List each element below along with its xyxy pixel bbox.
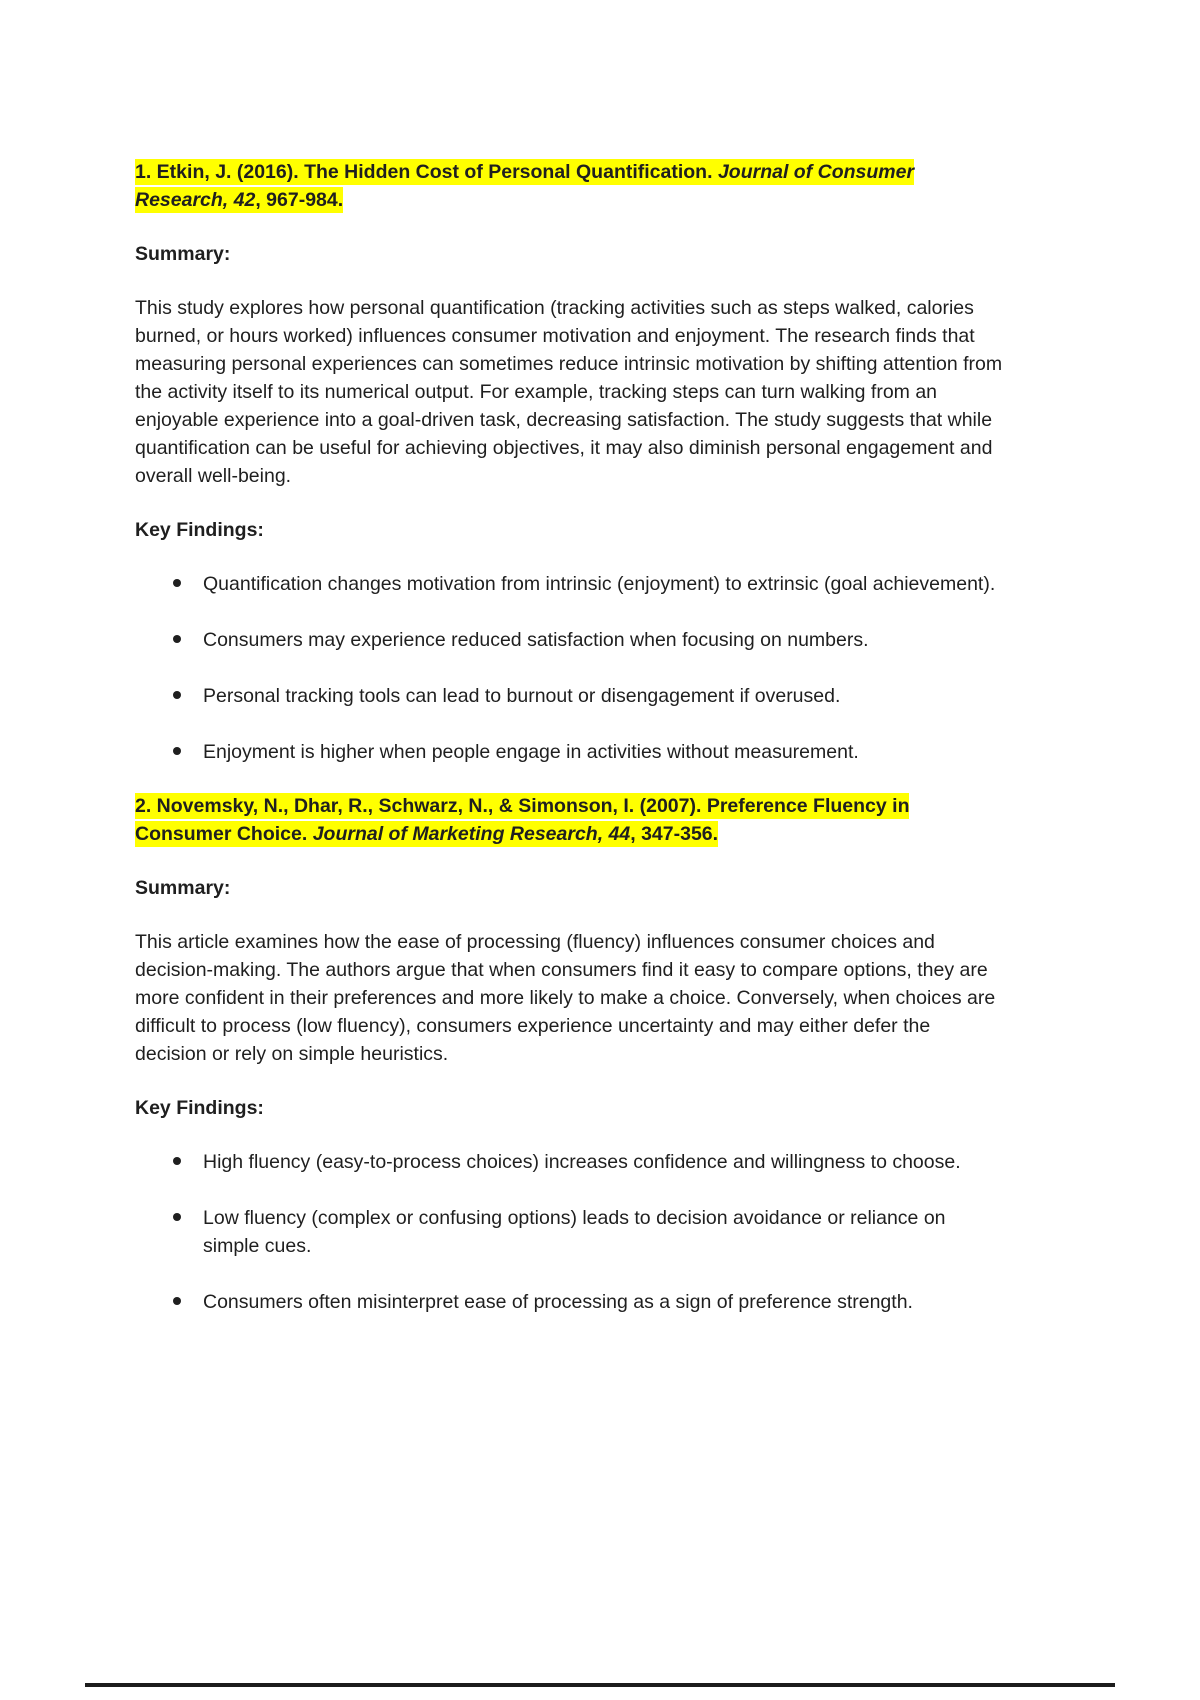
finding-item — [135, 626, 1003, 654]
citation-2 — [135, 792, 1003, 848]
finding-item — [135, 1148, 1003, 1176]
findings-list-2 — [135, 1148, 1003, 1316]
bibliography-entry-2 — [135, 792, 1003, 1316]
citation-1-journal: Journal of Consumer Research, 42 — [135, 161, 915, 211]
finding-text: Quantification changes motivation from intrinsic (enjoyment) to extrinsic (goal achievement). — [203, 573, 996, 595]
bullet-icon — [135, 1148, 203, 1176]
summary-paragraph-2: This article examines how the ease of processing (fluency) influences consumer choices and decision-making. The authors argue that when consumers find it easy to compare options, they are more confident in their preferences and more likely to make a choice. Conversely, when choices are difficult to process (low fluency), consumers experience uncertainty and may either defer the decision or rely on simple heuristics. — [135, 931, 996, 1065]
findings-list-1 — [135, 570, 1003, 766]
citation-1-pages: , 967-984. — [255, 189, 344, 211]
summary-paragraph-1: This study explores how personal quantification (tracking activities such as steps walked, calories burned, or hours worked) influences consumer motivation and enjoyment. The research finds that measuring personal experiences can sometimes reduce intrinsic motivation by shifting attention from the activity itself to its numerical output. For example, tracking steps can turn walking from an enjoyable experience into a goal-driven task, decreasing satisfaction. The study suggests that while quantification can be useful for achieving objectives, it may also diminish personal engagement and overall well-being. — [135, 297, 1003, 487]
bullet-icon — [135, 738, 203, 766]
bullet-icon — [135, 570, 203, 598]
finding-text: Consumers may experience reduced satisfaction when focusing on numbers. — [203, 629, 869, 651]
summary-heading-1: Summary: — [135, 243, 231, 265]
finding-text: Enjoyment is higher when people engage in activities without measurement. — [203, 741, 859, 763]
key-findings-heading-1: Key Findings: — [135, 519, 264, 541]
bibliography-entry-1 — [135, 158, 1003, 766]
citation-1 — [135, 158, 1003, 214]
finding-item — [135, 682, 1003, 710]
finding-item — [135, 1204, 1003, 1260]
finding-text: Personal tracking tools can lead to burnout or disengagement if overused. — [203, 685, 841, 707]
citation-2-journal: Journal of Marketing Research, 44 — [312, 823, 631, 845]
bullet-icon — [135, 682, 203, 710]
bullet-icon — [135, 626, 203, 654]
finding-item — [135, 738, 1003, 766]
finding-text: Consumers often misinterpret ease of processing as a sign of preference strength. — [203, 1291, 913, 1313]
citation-1-text: 1. Etkin, J. (2016). The Hidden Cost of Personal Quantification. — [135, 161, 718, 183]
finding-item — [135, 570, 1003, 598]
finding-text: Low fluency (complex or confusing options) leads to decision avoidance or reliance on simple cues. — [203, 1207, 946, 1257]
finding-item — [135, 1288, 1003, 1316]
citation-2-text: 2. Novemsky, N., Dhar, R., Schwarz, N., & Simonson, I. (2007). Preference Fluency in Consumer Choice. — [135, 795, 910, 845]
finding-text: High fluency (easy-to-process choices) increases confidence and willingness to choose. — [203, 1151, 961, 1173]
bullet-icon — [135, 1288, 203, 1316]
page-break-divider — [85, 1683, 1115, 1687]
document-content — [135, 158, 1003, 1342]
summary-heading-2: Summary: — [135, 877, 231, 899]
key-findings-heading-2: Key Findings: — [135, 1097, 264, 1119]
bullet-icon — [135, 1204, 203, 1232]
citation-2-pages: , 347-356. — [630, 823, 719, 845]
